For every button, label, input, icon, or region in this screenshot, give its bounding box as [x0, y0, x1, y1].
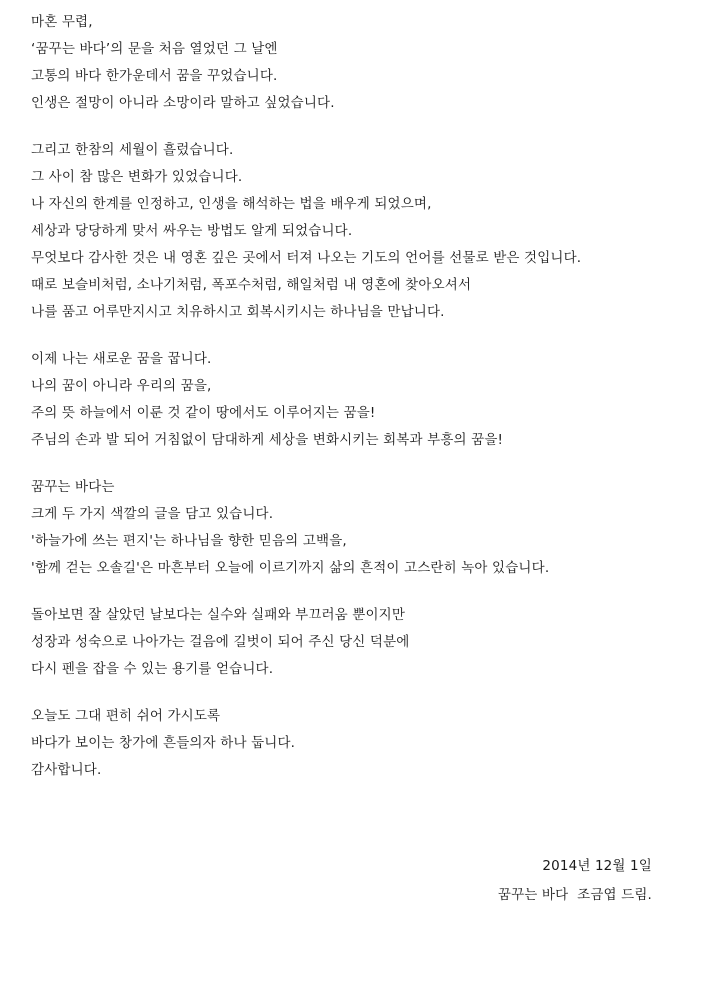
text-line: 나 자신의 한계를 인정하고, 인생을 해석하는 법을 배우게 되었으며, [31, 196, 432, 212]
text-line: 주님의 손과 발 되어 거침없이 담대하게 세상을 변화시키는 회복과 부흥의 꿈을! [31, 432, 504, 448]
letter-body [31, 9, 696, 804]
text-line: 이제 나는 새로운 꿈을 꿉니다. [31, 351, 212, 367]
signature-author: 꿈꾸는 바다 조금엽 드림. [497, 887, 652, 903]
text-line: 나를 품고 어루만지시고 치유하시고 회복시키시는 하나님을 만납니다. [31, 304, 445, 320]
text-line: 마혼 무렵, [31, 14, 93, 30]
paragraph-intro [31, 9, 696, 117]
paragraph-reflection [31, 602, 696, 683]
text-line: 그리고 한참의 세월이 흘렀습니다. [31, 142, 234, 158]
text-line: 오늘도 그대 편히 쉬어 가시도록 [31, 708, 221, 724]
text-line: 크게 두 가지 색깔의 글을 담고 있습니다. [31, 506, 274, 522]
text-line: 그 사이 참 많은 변화가 있었습니다. [31, 169, 243, 185]
text-line: 감사합니다. [31, 762, 102, 778]
text-line: 세상과 당당하게 맞서 싸우는 방법도 알게 되었습니다. [31, 223, 353, 239]
signature-date: 2014년 12월 1일 [542, 858, 652, 874]
text-line: 때로 보슬비처럼, 소나기처럼, 폭포수처럼, 해일처럼 내 영혼에 찾아오셔서 [31, 277, 472, 293]
text-line: 성장과 성숙으로 나아가는 걸음에 길벗이 되어 주신 당신 덕분에 [31, 634, 410, 650]
text-line: 주의 뜻 하늘에서 이룬 것 같이 땅에서도 이루어지는 꿈을! [31, 405, 376, 421]
signature-block [498, 852, 652, 910]
text-line: 나의 꿈이 아니라 우리의 꿈을, [31, 378, 212, 394]
text-line: 인생은 절망이 아니라 소망이라 말하고 싶었습니다. [31, 95, 335, 111]
text-line: 고통의 바다 한가운데서 꿈을 꾸었습니다. [31, 68, 278, 84]
text-line: '하늘가에 쓰는 편지'는 하나님을 향한 믿음의 고백을, [31, 533, 347, 549]
paragraph-contents [31, 474, 696, 582]
text-line: ‘꿈꾸는 바다’의 문을 처음 열었던 그 날엔 [31, 41, 278, 57]
text-line: 돌아보면 잘 살았던 날보다는 실수와 실패와 부끄러움 뿐이지만 [31, 607, 406, 623]
text-line: 무엇보다 감사한 것은 내 영혼 깊은 곳에서 터져 나오는 기도의 언어를 선물로 받은 것입니다. [31, 250, 582, 266]
paragraph-changes [31, 137, 696, 326]
text-line: 다시 펜을 잡을 수 있는 용기를 얻습니다. [31, 661, 274, 677]
text-line: 꿈꾸는 바다는 [31, 479, 115, 495]
text-line: 바다가 보이는 창가에 흔들의자 하나 둡니다. [31, 735, 296, 751]
text-line: '함께 걷는 오솔길'은 마흔부터 오늘에 이르기까지 삶의 흔적이 고스란히 녹아 있습니다. [31, 560, 550, 576]
paragraph-new-dream [31, 346, 696, 454]
paragraph-closing [31, 703, 696, 784]
